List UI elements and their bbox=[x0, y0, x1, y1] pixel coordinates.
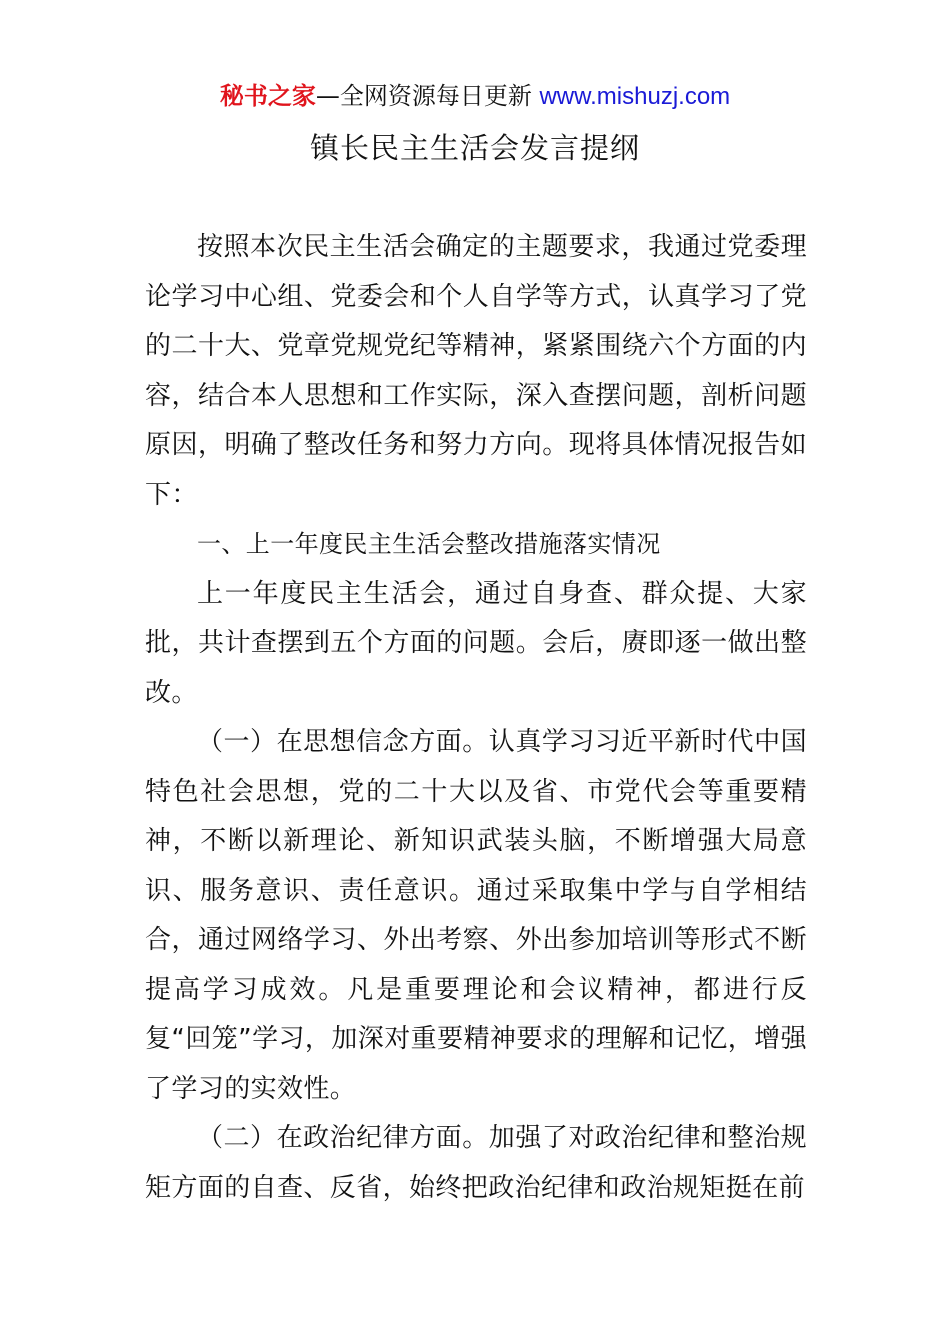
site-header bbox=[0, 80, 950, 113]
document-body bbox=[145, 223, 807, 1213]
document-title: 镇长民主生活会发言提纲 bbox=[309, 131, 640, 165]
paragraph-intro: 按照本次民主生活会确定的主题要求，我通过党委理论学习中心组、党委会和个人自学等方式，认真学习了党的二十大、党章党规党纪等精神，紧紧围绕六个方面的内容，结合本人思想和工作实际，深入查摆问题，剖析问题原因，明确了整改任务和努力方向。现将具体情况报告如下： bbox=[145, 232, 807, 510]
site-tagline: —全网资源每日更新 bbox=[315, 82, 532, 110]
section-heading-1: 一、上一年度民主生活会整改措施落实情况 bbox=[197, 530, 661, 558]
paragraph-discipline: （二）在政治纪律方面。加强了对政治纪律和整治规矩方面的自查、反省，始终把政治纪律和政治规矩挺在前 bbox=[145, 1123, 807, 1203]
paragraph-ideology: （一）在思想信念方面。认真学习习近平新时代中国特色社会思想，党的二十大以及省、市党代会等重要精神，不断以新理论、新知识武装头脑，不断增强大局意识、服务意识、责任意识。通过采取集中学与自学相结合，通过网络学习、外出考察、外出参加培训等形式不断提高学习成效。凡是重要理论和会议精神，都进行反复“回笼”学习，加深对重要精神要求的理解和记忆，增强了学习的实效性。 bbox=[145, 727, 807, 1104]
brand-name: 秘书之家 bbox=[219, 82, 316, 110]
paragraph-summary: 上一年度民主生活会，通过自身查、群众提、大家批，共计查摆到五个方面的问题。会后，赓即逐一做出整改。 bbox=[145, 578, 807, 708]
site-url-link[interactable]: www.mishuzj.com bbox=[539, 83, 731, 110]
